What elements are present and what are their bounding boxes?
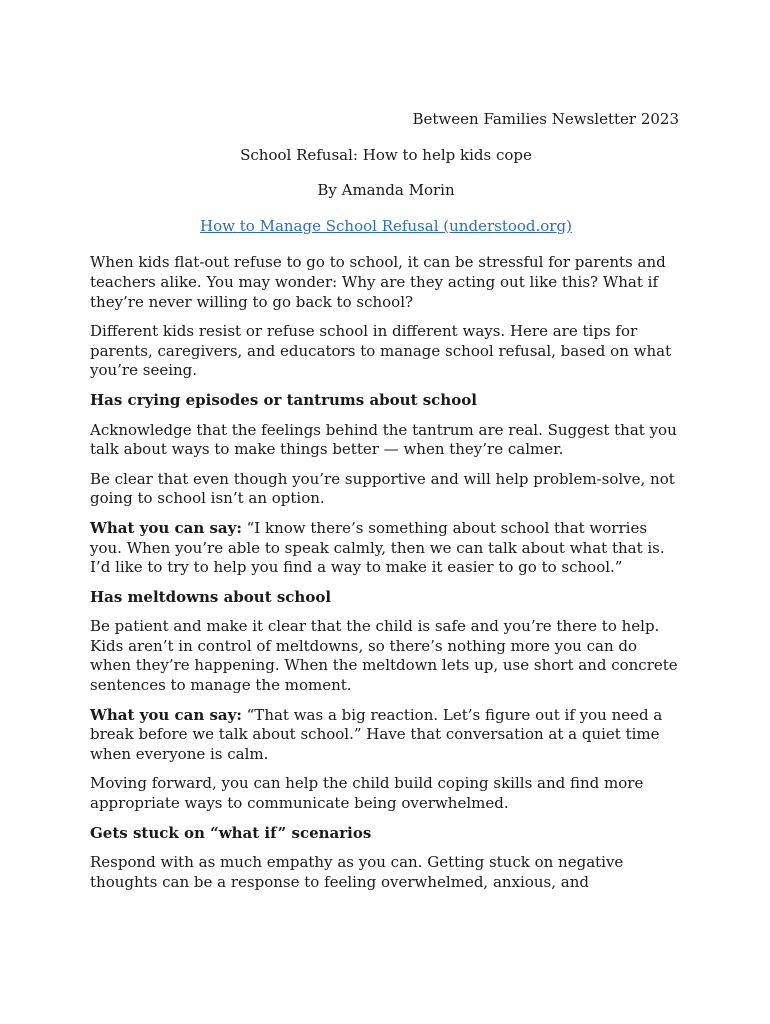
what-you-can-say-1	[90, 519, 682, 578]
byline: By Amanda Morin	[317, 181, 455, 200]
tips-paragraph: Different kids resist or refuse school in different ways. Here are tips for parents, caregivers, and educators to manage school refusal, based on what you’re seeing.	[90, 322, 672, 380]
tantrums-paragraph-1: Acknowledge that the feelings behind the tantrum are real. Suggest that you talk about ways to make things better — when they’re calmer.	[90, 420, 677, 459]
tantrums-paragraph-2: Be clear that even though you’re supportive and will help problem-solve, not going to school isn’t an option.	[90, 469, 675, 508]
say-text: “That was a big reaction. Let’s figure out if you need a break before we talk about school.” Have that conversation at a quiet time when everyone is calm.	[90, 705, 663, 763]
what-you-can-say-2	[90, 706, 682, 765]
say-label: What you can say:	[90, 705, 242, 724]
section-heading-what-if: Gets stuck on “what if” scenarios	[90, 823, 372, 842]
meltdowns-paragraph-1: Be patient and make it clear that the child is safe and you’re there to help. Kids aren’t in control of meltdowns, so there’s nothing more you can do when they’re happening. When the meltdown lets up, use short and concrete sentences to manage the moment.	[90, 617, 678, 695]
say-text: “I know there’s something about school that worries you. When you’re able to speak calmly, then we can talk about what that is. I’d like to try to help you find a way to make it easier to go to school.”	[90, 518, 665, 577]
meltdowns-paragraph-2: Moving forward, you can help the child build coping skills and find more appropriate ways to communicate being overwhelmed.	[90, 774, 644, 813]
section-heading-meltdowns: Has meltdowns about school	[90, 587, 332, 606]
article-title: School Refusal: How to help kids cope	[240, 145, 532, 164]
newsletter-label: Between Families Newsletter 2023	[412, 110, 679, 128]
intro-paragraph: When kids flat-out refuse to go to school, it can be stressful for parents and teachers alike. You may wonder: Why are they acting out like this? What if they’re never willing to go back to school?	[90, 253, 666, 311]
what-if-paragraph: Respond with as much empathy as you can. Getting stuck on negative thoughts can be a response to feeling overwhelmed, anxious, and	[90, 853, 624, 891]
source-link[interactable]: How to Manage School Refusal (understood.org)	[200, 216, 572, 235]
section-heading-tantrums: Has crying episodes or tantrums about school	[90, 390, 477, 409]
document-content	[90, 110, 682, 902]
say-label: What you can say:	[90, 518, 242, 537]
